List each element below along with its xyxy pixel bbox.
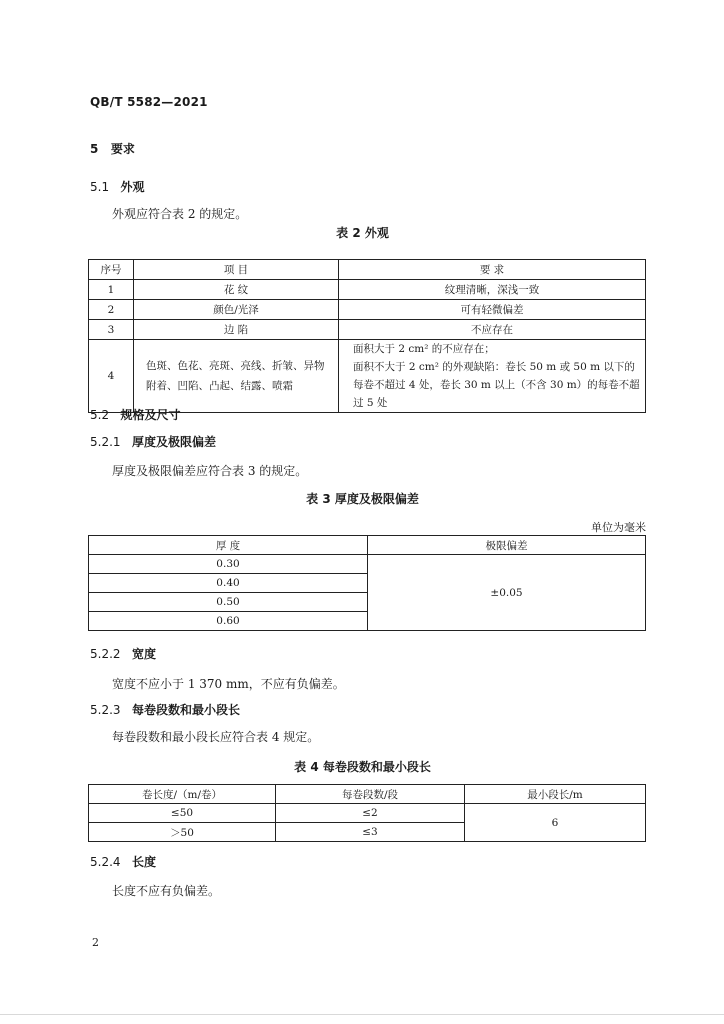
row-item: 颜色/光泽 (134, 300, 339, 320)
table-row (89, 300, 646, 320)
section-number: 5.2.2 (90, 647, 121, 661)
header-roll-length: 卷长度/（m/卷） (89, 785, 276, 804)
roll-length-value: ＞50 (89, 823, 276, 842)
row-requirement: 不应存在 (339, 320, 646, 340)
section-title: 外观 (120, 180, 145, 194)
row-item: 色斑、色花、亮斑、亮线、折皱、异物附着、凹陷、凸起、结露、喷霜 (134, 340, 339, 413)
section-5-2-3-text: 每卷段数和最小段长应符合表 4 规定。 (112, 730, 320, 744)
requirement-line-1: 面积大于 2 cm² 的不应存在； (353, 343, 495, 355)
section-5-2-2-text: 宽度不应小于 1 370 mm，不应有负偏差。 (112, 677, 345, 691)
row-requirement: 可有轻微偏差 (339, 300, 646, 320)
row-no: 3 (89, 320, 134, 340)
header-min-length: 最小段长/m (465, 785, 646, 804)
table-4-caption: 表 4 每卷段数和最小段长 (294, 760, 431, 774)
table-2-caption: 表 2 外观 (336, 226, 389, 240)
table-row (89, 555, 646, 574)
header-deviation: 极限偏差 (368, 536, 646, 555)
section-5-1-heading (90, 178, 145, 195)
min-length-value: 6 (465, 804, 646, 842)
section-title: 厚度及极限偏差 (132, 435, 217, 449)
section-number: 5 (90, 142, 99, 156)
section-title: 长度 (132, 855, 157, 869)
row-item: 边 陷 (134, 320, 339, 340)
table-header-row (89, 536, 646, 555)
section-number: 5.2.4 (90, 855, 121, 869)
section-5-2-heading (90, 406, 181, 423)
segments-value: ≤2 (276, 804, 465, 823)
page-edge-divider (0, 1014, 724, 1015)
roll-length-value: ≤50 (89, 804, 276, 823)
header-item: 项 目 (134, 260, 339, 280)
section-number: 5.2 (90, 408, 110, 422)
section-5-2-4-heading (90, 853, 156, 870)
page-number: 2 (92, 936, 99, 949)
row-requirement: 纹理清晰，深浅一致 (339, 280, 646, 300)
table-3-caption: 表 3 厚度及极限偏差 (306, 492, 419, 506)
table-3-unit: 单位为毫米 (591, 521, 646, 534)
row-no: 2 (89, 300, 134, 320)
section-5-2-4-text: 长度不应有负偏差。 (112, 884, 221, 898)
table-4 (88, 784, 646, 842)
requirement-line-2: 面积不大于 2 cm² 的外观缺陷：卷长 50 m 或 50 m 以下的每卷不超过 4 处，卷长 30 m 以上（不含 30 m）的每卷不超过 5 处 (353, 361, 640, 409)
thickness-value: 0.40 (89, 574, 368, 593)
row-item: 花 纹 (134, 280, 339, 300)
section-5-heading (90, 140, 135, 157)
segments-value: ≤3 (276, 823, 465, 842)
section-number: 5.2.1 (90, 435, 121, 449)
thickness-value: 0.60 (89, 612, 368, 631)
section-title: 宽度 (132, 647, 157, 661)
table-header-row (89, 260, 646, 280)
section-number: 5.1 (90, 180, 110, 194)
section-5-2-1-heading (90, 433, 216, 450)
section-number: 5.2.3 (90, 703, 121, 717)
table-row (89, 320, 646, 340)
section-title: 每卷段数和最小段长 (132, 703, 241, 717)
header-thickness: 厚 度 (89, 536, 368, 555)
table-header-row (89, 785, 646, 804)
thickness-value: 0.50 (89, 593, 368, 612)
table-row (89, 804, 646, 823)
header-segments: 每卷段数/段 (276, 785, 465, 804)
row-no: 1 (89, 280, 134, 300)
section-5-2-1-text: 厚度及极限偏差应符合表 3 的规定。 (112, 464, 308, 478)
row-no: 4 (89, 340, 134, 413)
standard-number: QB/T 5582—2021 (90, 95, 208, 109)
section-title: 要求 (110, 142, 135, 156)
section-5-1-text: 外观应符合表 2 的规定。 (112, 207, 248, 221)
header-requirement: 要 求 (339, 260, 646, 280)
row-requirement (339, 340, 646, 413)
table-3 (88, 535, 646, 631)
section-5-2-2-heading (90, 645, 156, 662)
header-no: 序号 (89, 260, 134, 280)
table-2 (88, 259, 646, 413)
section-title: 规格及尺寸 (120, 408, 181, 422)
thickness-value: 0.30 (89, 555, 368, 574)
table-row (89, 280, 646, 300)
deviation-value: ±0.05 (368, 555, 646, 631)
section-5-2-3-heading (90, 701, 240, 718)
table-row (89, 340, 646, 413)
